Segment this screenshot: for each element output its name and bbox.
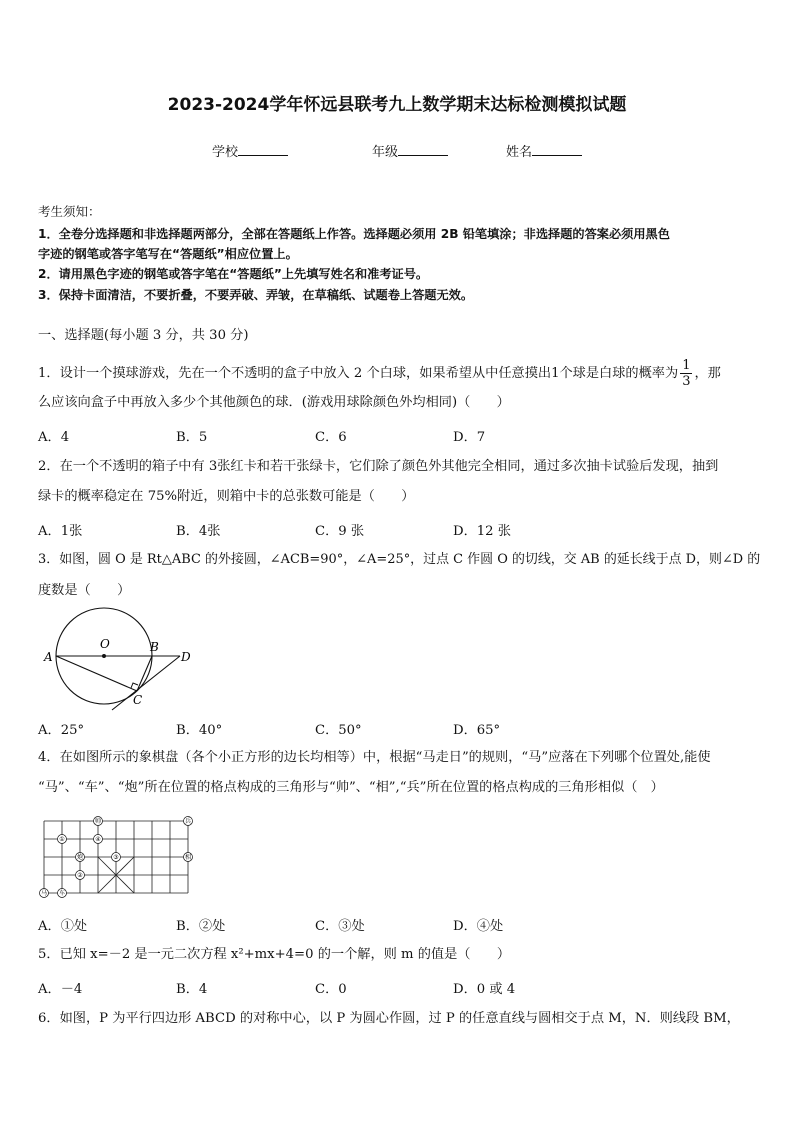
q4-option-c[interactable]: C．③处 bbox=[315, 919, 365, 934]
piece-che bbox=[58, 889, 67, 898]
q4-option-a[interactable]: A．①处 bbox=[38, 919, 88, 934]
name-field[interactable] bbox=[506, 141, 582, 160]
q5-option-b[interactable]: B．4 bbox=[176, 982, 208, 997]
q3-option-a[interactable]: A．25° bbox=[38, 723, 85, 738]
q1-option-a[interactable]: A．4 bbox=[38, 430, 70, 445]
tangent-line-cd bbox=[112, 656, 180, 710]
page-title: 2023-2024学年怀远县联考九上数学期末达标检测模拟试题 bbox=[167, 95, 627, 115]
name-label: 姓名 bbox=[506, 145, 533, 160]
q1-line-2: 么应该向盒子中再放入多少个其他颜色的球．(游戏用球除颜色外均相同)（ ） bbox=[38, 395, 510, 410]
position-2 bbox=[76, 871, 85, 880]
q3-option-c[interactable]: C．50° bbox=[315, 723, 362, 738]
position-1-label: ① bbox=[59, 836, 65, 843]
segment-bc bbox=[137, 656, 152, 691]
piece-shuai bbox=[94, 817, 103, 826]
q1-text: 1．设计一个摸球游戏，先在一个不透明的盒子中放入 2 个白球，如果希望从中任意摸出1个球是白球的概率为 bbox=[38, 366, 679, 381]
grade-field[interactable] bbox=[372, 141, 448, 160]
name-blank[interactable] bbox=[532, 143, 582, 156]
q2-option-d[interactable]: D．12 张 bbox=[453, 524, 511, 539]
label-b: B bbox=[150, 640, 159, 654]
position-4-label: ④ bbox=[95, 836, 101, 843]
q1-option-d[interactable]: D．7 bbox=[453, 430, 486, 445]
label-o: O bbox=[100, 637, 110, 651]
grade-blank[interactable] bbox=[398, 143, 448, 156]
position-2-label: ② bbox=[77, 872, 83, 879]
notice-item-3: 3．保持卡面清洁，不要折叠，不要弄破、弄皱，在草稿纸、试题卷上答题无效。 bbox=[38, 288, 474, 302]
q3-line-2: 度数是（ ） bbox=[38, 583, 131, 598]
q1-fraction-numerator: 1 bbox=[682, 358, 691, 373]
q4-line-2: “马”、“车”、“炮”所在位置的格点构成的三角形与“帅”、“相”,“兵”所在位置的格点构成的三角形相似（ ） bbox=[38, 780, 664, 795]
notice-item-2: 2．请用黑色字迹的钢笔或答字笔在“答题纸”上先填写姓名和准考证号。 bbox=[38, 267, 429, 281]
q5-option-a[interactable]: A．－4 bbox=[38, 982, 83, 997]
q3-option-b[interactable]: B．40° bbox=[176, 723, 223, 738]
notice-item-1-line-1: 1．全卷分选择题和非选择题两部分，全部在答题纸上作答。选择题必须用 2B 铅笔填涂；非选择题的答案必须用黑色 bbox=[38, 227, 670, 241]
position-4 bbox=[94, 835, 103, 844]
segment-ac bbox=[56, 656, 137, 691]
label-d: D bbox=[181, 650, 191, 664]
q3-option-d[interactable]: D．65° bbox=[453, 723, 501, 738]
piece-xiang-label: 相 bbox=[184, 854, 192, 861]
q5-option-c[interactable]: C．0 bbox=[315, 982, 347, 997]
q3-line-1: 3．如图，圆 O 是 Rt△ABC 的外接圆，∠ACB=90°，∠A=25°，过点 C 作圆 O 的切线，交 AB 的延长线于点 D，则∠D 的 bbox=[38, 552, 761, 567]
piece-shuai-label: 帅 bbox=[94, 818, 102, 825]
q2-option-a[interactable]: A．1张 bbox=[38, 524, 83, 539]
piece-ma bbox=[40, 889, 49, 898]
piece-ma-label: 马 bbox=[40, 890, 48, 897]
q2-line-1: 2．在一个不透明的箱子中有 3张红卡和若干张绿卡，它们除了颜色外其他完全相同，通过多次抽卡试验后发现，抽到 bbox=[38, 459, 719, 474]
right-angle-mark bbox=[131, 683, 138, 688]
position-3 bbox=[112, 853, 121, 862]
q4-option-b[interactable]: B．②处 bbox=[176, 919, 226, 934]
label-c: C bbox=[133, 693, 143, 707]
piece-bing-label: 兵 bbox=[184, 818, 192, 825]
piece-bing bbox=[184, 817, 193, 826]
position-3-label: ③ bbox=[113, 854, 119, 861]
center-point-o bbox=[102, 654, 106, 658]
q1-fraction bbox=[680, 358, 692, 389]
position-1 bbox=[58, 835, 67, 844]
piece-xiang bbox=[184, 853, 193, 862]
q3-circle-figure bbox=[40, 604, 200, 714]
school-label: 学校 bbox=[212, 145, 239, 160]
q4-option-d[interactable]: D．④处 bbox=[453, 919, 504, 934]
q2-option-c[interactable]: C．9 张 bbox=[315, 524, 365, 539]
piece-che-label: 车 bbox=[58, 890, 66, 897]
q1-line-1 bbox=[38, 358, 721, 389]
q5-line-1: 5．已知 x=－2 是一元二次方程 x²+mx+4=0 的一个解，则 m 的值是（ ） bbox=[38, 947, 511, 962]
q6-line-1: 6．如图，P 为平行四边形 ABCD 的对称中心，以 P 为圆心作圆，过 P 的任意直线与圆相交于点 M，N．则线段 BM， bbox=[38, 1011, 740, 1026]
q1-option-c[interactable]: C．6 bbox=[315, 430, 347, 445]
section-heading-choice: 一、选择题(每小题 3 分，共 30 分) bbox=[38, 328, 249, 343]
q2-line-2: 绿卡的概率稳定在 75%附近，则箱中卡的总张数可能是（ ） bbox=[38, 489, 415, 504]
q1-option-b[interactable]: B．5 bbox=[176, 430, 208, 445]
q5-option-d[interactable]: D．0 或 4 bbox=[453, 982, 516, 997]
q4-chessboard-figure bbox=[38, 815, 198, 899]
piece-pao-label: 炮 bbox=[76, 854, 84, 861]
q4-line-1: 4．在如图所示的象棋盘（各个小正方形的边长均相等）中，根据“马走日”的规则，“马”应落在下列哪个位置处,能使 bbox=[38, 750, 711, 765]
school-blank[interactable] bbox=[238, 143, 288, 156]
notice-item-1-line-2: 字迹的钢笔或答字笔写在“答题纸”相应位置上。 bbox=[38, 247, 298, 261]
notice-heading: 考生须知： bbox=[38, 204, 101, 219]
q1-text-end: ，那 bbox=[694, 366, 721, 381]
label-a: A bbox=[44, 650, 53, 664]
piece-pao bbox=[76, 853, 85, 862]
school-field[interactable] bbox=[212, 141, 288, 160]
q2-option-b[interactable]: B．4张 bbox=[176, 524, 221, 539]
grade-label: 年级 bbox=[372, 145, 399, 160]
q1-fraction-denominator: 3 bbox=[682, 374, 691, 389]
